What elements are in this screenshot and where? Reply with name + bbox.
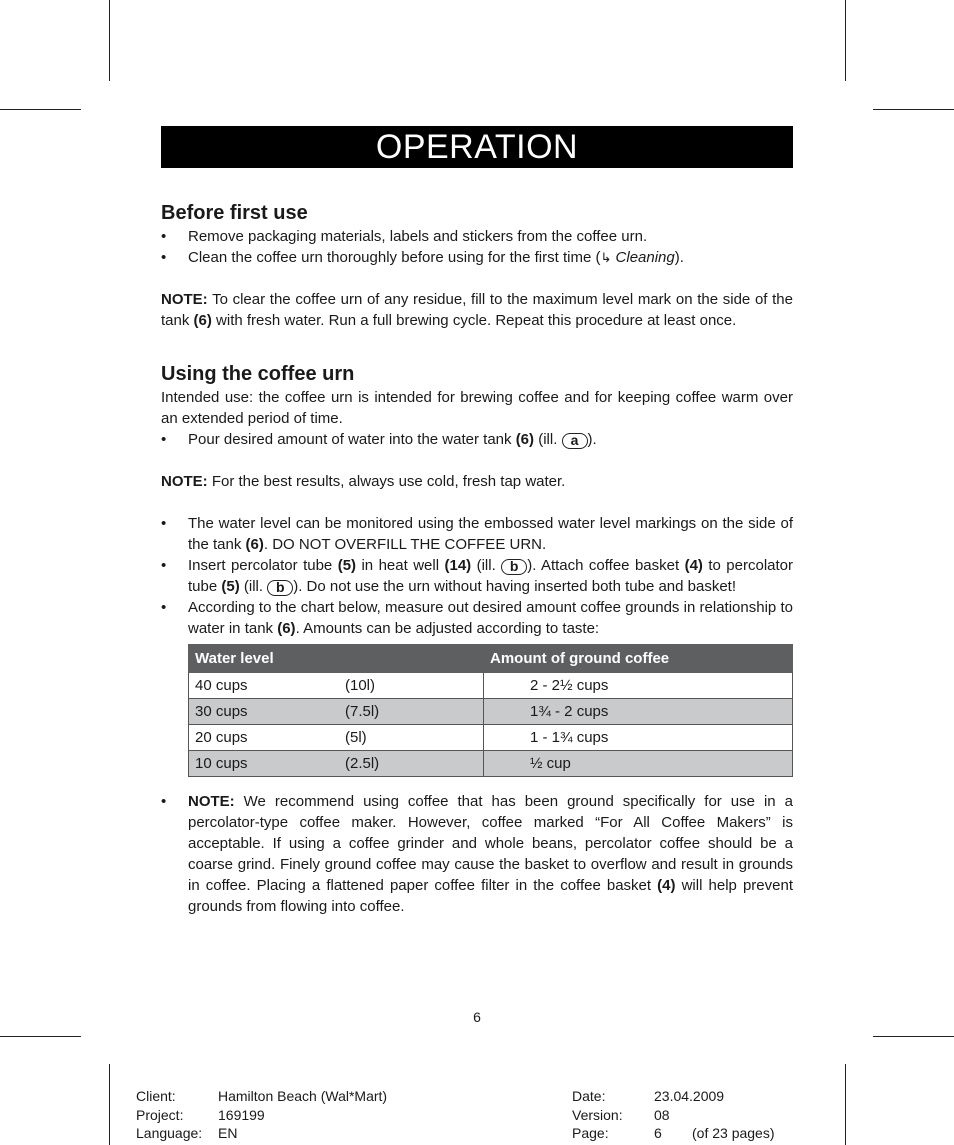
- crop-mark: [109, 0, 110, 81]
- version-value: 08: [654, 1106, 670, 1123]
- cell-liters: (7.5l): [339, 699, 484, 725]
- using-list-1: [161, 429, 793, 450]
- bullet-icon: •: [161, 793, 167, 810]
- cell-amount: 2 - 2½ cups: [484, 673, 793, 699]
- bullet-icon: •: [161, 228, 167, 245]
- crop-mark: [0, 109, 81, 110]
- before-first-use-list: [161, 226, 793, 268]
- table-row: [189, 725, 793, 751]
- illustration-a-icon: a: [562, 433, 588, 449]
- list-item: • Insert percolator tube (5) in heat well (14) (ill. b ). Attach coffee basket (4) to percolator tube (5) (ill. b ). Do not use the urn without having inserted both tube and basket!: [161, 557, 793, 595]
- crop-mark: [109, 1064, 110, 1145]
- date-value: 23.04.2009: [654, 1088, 725, 1104]
- cleaning-reference: Cleaning: [615, 249, 675, 266]
- cell-cups: 10 cups: [189, 751, 340, 777]
- bullet-icon: •: [161, 515, 167, 532]
- page-total: (of 23 pages): [692, 1125, 775, 1141]
- list-item: • NOTE: We recommend using coffee that has been ground specifically for use in a percolator-type coffee maker. However, coffee marked “For All Coffee Makers” is acceptable. If using a coffee grinder and whole beans, percolator coffee should be a coarse grind. Finely ground coffee may cause the basket to overflow and result in grounds in coffee. Placing a flattened paper coffee filter in the coffee basket (4) will help prevent grounds from flowing into coffee.: [161, 793, 793, 915]
- column-header-water-level: Water level: [189, 645, 484, 673]
- intro-paragraph: Intended use: the coffee urn is intended for brewing coffee and for keeping coffee warm over an extended period of time.: [161, 389, 793, 427]
- language-value: EN: [218, 1125, 238, 1141]
- crop-mark: [873, 109, 954, 110]
- cell-cups: 40 cups: [189, 673, 340, 699]
- page-value: 6: [654, 1125, 662, 1141]
- list-item: • Pour desired amount of water into the water tank (6) (ill. a ).: [161, 431, 597, 448]
- coffee-amount-table: [188, 644, 793, 777]
- cell-liters: (5l): [339, 725, 484, 751]
- cell-amount: 1¾ - 2 cups: [484, 699, 793, 725]
- project-value: 169199: [218, 1106, 265, 1123]
- crop-mark: [845, 0, 846, 81]
- column-header-amount: Amount of ground coffee: [484, 645, 793, 673]
- cell-liters: (10l): [339, 673, 484, 699]
- illustration-b-icon: b: [501, 559, 527, 575]
- list-item: • Remove packaging materials, labels and stickers from the coffee urn.: [161, 228, 648, 245]
- illustration-b-icon: b: [267, 580, 293, 596]
- using-list-2: [161, 513, 793, 639]
- list-item: • According to the chart below, measure out desired amount coffee grounds in relationship to water in tank (6). Amounts can be adjusted according to taste:: [161, 599, 793, 637]
- footer-right: Date: 23.04.2009 Version: 08 Page: 6 (of 23 pages): [572, 1088, 775, 1141]
- crop-mark: [873, 1036, 954, 1037]
- client-value: Hamilton Beach (Wal*Mart): [218, 1088, 388, 1104]
- cell-amount: ½ cup: [484, 751, 793, 777]
- note-paragraph: NOTE: For the best results, always use cold, fresh tap water.: [161, 473, 566, 490]
- section-heading-using-urn: Using the coffee urn: [161, 363, 355, 385]
- bullet-icon: •: [161, 599, 167, 616]
- cell-amount: 1 - 1¾ cups: [484, 725, 793, 751]
- bullet-icon: •: [161, 431, 167, 448]
- footer-left: Client: Hamilton Beach (Wal*Mart) Project: 169199 Language: EN: [136, 1088, 388, 1141]
- cell-cups: 30 cups: [189, 699, 340, 725]
- using-list-3: [161, 791, 793, 917]
- bullet-icon: •: [161, 249, 167, 266]
- crop-mark: [0, 1036, 81, 1037]
- page-title: OPERATION: [161, 126, 793, 168]
- table-header-row: [189, 645, 793, 673]
- section-heading-before-first-use: Before first use: [161, 202, 308, 224]
- table-row: [189, 751, 793, 777]
- table-row: [189, 699, 793, 725]
- bullet-icon: •: [161, 557, 167, 574]
- table-row: [189, 673, 793, 699]
- cell-cups: 20 cups: [189, 725, 340, 751]
- page-number: 6: [473, 1009, 481, 1025]
- cell-liters: (2.5l): [339, 751, 484, 777]
- list-item: • Clean the coffee urn thoroughly before using for the first time (↳ Cleaning).: [161, 249, 684, 266]
- note-paragraph: NOTE: To clear the coffee urn of any residue, fill to the maximum level mark on the side of the tank (6) with fresh water. Run a full brewing cycle. Repeat this procedure at least once.: [161, 291, 793, 329]
- crop-mark: [845, 1064, 846, 1145]
- arrow-icon: ↳: [600, 250, 612, 265]
- list-item: • The water level can be monitored using the embossed water level markings on the side of the tank (6). DO NOT OVERFILL THE COFFEE URN.: [161, 515, 793, 553]
- page-content: [161, 126, 793, 917]
